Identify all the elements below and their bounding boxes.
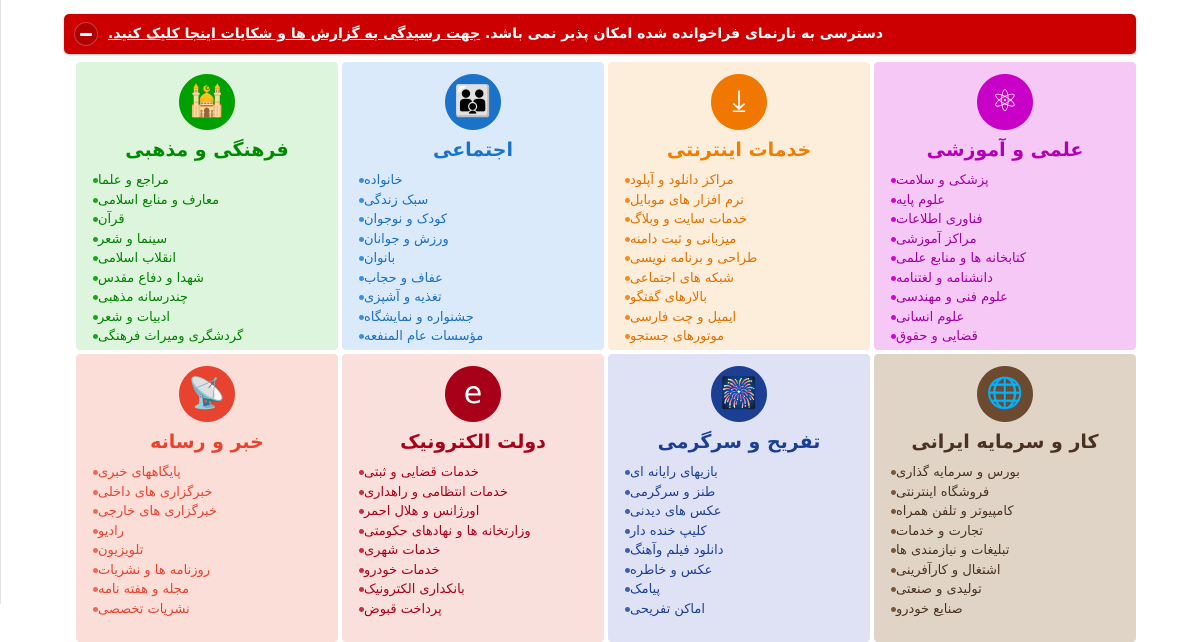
subcategory-label: دانشنامه و لغتنامه [896, 270, 993, 286]
subcategory-item[interactable] [352, 327, 594, 347]
subcategory-label: گردشگری ومیراث فرهنگی [98, 329, 244, 344]
bullet-icon [359, 568, 364, 573]
subcategory-item[interactable] [618, 269, 860, 289]
bullet-icon [93, 198, 98, 203]
subcategory-label: عکس های دیدنی [630, 504, 722, 519]
subcategory-item[interactable] [618, 230, 860, 250]
subcategory-item[interactable] [884, 327, 1126, 347]
subcategory-item[interactable] [352, 541, 594, 561]
subcategory-item[interactable] [884, 502, 1126, 522]
subcategory-item[interactable] [352, 288, 594, 308]
subcategory-label: کلیپ خنده دار [630, 523, 707, 539]
subcategory-label: شهدا و دفاع مقدس [98, 270, 204, 286]
subcategory-label: فناوری اطلاعات [896, 212, 983, 227]
subcategory-label: خدمات شهری [364, 543, 441, 558]
bullet-icon [891, 529, 896, 534]
subcategory-label: خدمات خودرو [364, 562, 440, 578]
subcategory-item[interactable] [618, 249, 860, 269]
subcategory-label: کامپیوتر و تلفن همراه [896, 504, 1014, 519]
subcategory-item[interactable] [884, 249, 1126, 269]
subcategory-label: اماکن تفریحی [630, 601, 705, 617]
subcategory-label: کودک و نوجوان [364, 212, 448, 227]
subcategory-item[interactable] [618, 600, 860, 620]
subcategory-label: دانلود فیلم وآهنگ [630, 543, 724, 558]
subcategory-label: قضایی و حقوق [896, 329, 978, 344]
bullet-icon [891, 490, 896, 495]
category-card-work-capital [874, 354, 1136, 642]
subcategory-item[interactable] [884, 561, 1126, 581]
subcategory-item[interactable] [86, 561, 328, 581]
top-strip [0, 0, 1200, 8]
subcategory-item[interactable] [884, 171, 1126, 191]
subcategory-label: طنز و سرگرمی [630, 484, 716, 500]
alert-report-link[interactable]: جهت رسیدگی به گزارش ها و شکایات اینجا کلیک کنید. [108, 26, 481, 42]
subcategory-item[interactable] [618, 210, 860, 230]
subcategory-label: صنایع خودرو [896, 601, 963, 617]
subcategory-label: خدمات قضایی و ثبتی [364, 465, 479, 480]
subcategory-item[interactable] [618, 327, 860, 347]
subcategory-item[interactable] [86, 502, 328, 522]
bullet-icon [625, 490, 630, 495]
bullet-icon [625, 315, 630, 320]
bullet-icon [625, 198, 630, 203]
subcategory-label: پیامک [630, 582, 661, 597]
subcategory-label: نرم افزار های موبایل [630, 192, 744, 208]
subcategory-item[interactable] [86, 249, 328, 269]
access-blocked-alert[interactable] [64, 14, 1136, 54]
mosque-icon: 🕌 [179, 74, 235, 130]
bullet-icon [625, 529, 630, 534]
subcategory-item[interactable] [86, 327, 328, 347]
subcategory-item[interactable] [86, 269, 328, 289]
subcategory-item[interactable] [884, 269, 1126, 289]
subcategory-list [614, 171, 860, 347]
subcategory-list [82, 463, 328, 619]
subcategory-label: مراکز آموزشی [896, 231, 977, 247]
subcategory-item[interactable] [884, 522, 1126, 542]
subcategory-label: خدمات سایت و وبلاگ [630, 212, 748, 227]
subcategory-label: انقلاب اسلامی [98, 251, 176, 266]
subcategory-list [880, 463, 1126, 619]
bullet-icon [891, 568, 896, 573]
subcategory-label: علوم فنی و مهندسی [896, 290, 1008, 305]
subcategory-item[interactable] [352, 269, 594, 289]
subcategory-label: خانواده [364, 173, 403, 188]
subcategory-label: بالارهای گفتگو [630, 290, 707, 305]
subcategory-item[interactable] [884, 483, 1126, 503]
subcategory-item[interactable] [884, 230, 1126, 250]
subcategory-label: وزارتخانه ها و نهادهای حکومتی [364, 523, 531, 539]
subcategory-label: اشتغال و کارآفرینی [896, 562, 1001, 578]
subcategory-item[interactable] [86, 210, 328, 230]
bullet-icon [359, 237, 364, 242]
bullet-icon [93, 568, 98, 573]
subcategory-label: طراحی و برنامه نویسی [630, 251, 758, 266]
subcategory-label: تولیدی و صنعتی [896, 582, 982, 597]
category-title[interactable]: کار و سرمایه ایرانی [911, 431, 1099, 453]
category-card-e-government [342, 354, 604, 642]
subcategory-label: پرداخت قبوض [364, 601, 442, 617]
subcategory-item[interactable] [352, 230, 594, 250]
subcategory-label: قرآن [98, 212, 125, 227]
category-title[interactable]: تفریح و سرگرمی [657, 431, 821, 453]
subcategory-item[interactable] [352, 483, 594, 503]
alert-message [108, 25, 883, 43]
subcategory-item[interactable] [86, 541, 328, 561]
category-card-news-media [76, 354, 338, 642]
subcategory-label: بانوان [364, 251, 396, 266]
download-arrow-icon: ⤓ [711, 74, 767, 130]
subcategory-list [82, 171, 328, 347]
subcategory-label: خبرگزاری های خارجی [98, 504, 217, 519]
category-grid [64, 62, 1136, 642]
subcategory-item[interactable] [884, 463, 1126, 483]
subcategory-list [348, 171, 594, 347]
bullet-icon [891, 276, 896, 281]
bullet-icon [625, 568, 630, 573]
subcategory-label: ادبیات و شعر [98, 309, 171, 325]
bullet-icon [93, 276, 98, 281]
category-card-social [342, 62, 604, 350]
subcategory-item[interactable] [884, 600, 1126, 620]
subcategory-label: اورژانس و هلال احمر [364, 504, 480, 519]
subcategory-label: خدمات انتظامی و راهداری [364, 484, 508, 500]
category-title[interactable]: علمی و آموزشی [926, 139, 1084, 161]
bullet-icon [891, 237, 896, 242]
subcategory-item[interactable] [618, 483, 860, 503]
bullet-icon [891, 198, 896, 203]
bullet-icon [359, 315, 364, 320]
subcategory-item[interactable] [352, 171, 594, 191]
subcategory-item[interactable] [86, 600, 328, 620]
subcategory-list [614, 463, 860, 619]
subcategory-item[interactable] [884, 580, 1126, 600]
subcategory-label: مؤسسات عام المنفعه [364, 329, 484, 344]
subcategory-item[interactable] [618, 522, 860, 542]
bullet-icon [93, 237, 98, 242]
subcategory-item[interactable] [352, 191, 594, 211]
subcategory-label: مجله و هفته نامه [98, 582, 190, 597]
subcategory-item[interactable] [884, 288, 1126, 308]
bullet-icon [93, 529, 98, 534]
subcategory-list [348, 463, 594, 619]
subcategory-label: شبکه های اجتماعی [630, 270, 734, 286]
subcategory-item[interactable] [884, 541, 1126, 561]
satellite-dish-icon: 📡 [179, 366, 235, 422]
subcategory-item[interactable] [352, 600, 594, 620]
subcategory-label: تجارت و خدمات [896, 523, 984, 539]
subcategory-item[interactable] [352, 463, 594, 483]
bullet-icon [93, 490, 98, 495]
subcategory-item[interactable] [884, 210, 1126, 230]
bullet-icon [891, 607, 896, 612]
subcategory-label: بانکداری الکترونیک [364, 582, 465, 597]
subcategory-label: جشنواره و نمایشگاه [364, 309, 474, 325]
subcategory-item[interactable] [618, 580, 860, 600]
subcategory-label: تلویزیون [98, 543, 144, 558]
e-letter-icon: e [445, 366, 501, 422]
subcategory-label: بازیهای رایانه ای [630, 465, 718, 480]
bullet-icon [625, 607, 630, 612]
alert-message-part1: دسترسی به نارنمای فراخوانده شده امکان پذیر نمی باشد. [480, 26, 884, 42]
subcategory-item[interactable] [86, 483, 328, 503]
subcategory-item[interactable] [86, 522, 328, 542]
subcategory-label: موتورهای جستجو [630, 329, 725, 344]
category-card-internet-services [608, 62, 870, 350]
subcategory-label: علوم پایه [896, 192, 946, 208]
subcategory-item[interactable] [884, 191, 1126, 211]
subcategory-label: فروشگاه اینترنتی [896, 484, 990, 500]
subcategory-label: علوم انسانی [896, 309, 965, 325]
subcategory-item[interactable] [618, 541, 860, 561]
fireworks-icon: 🎆 [711, 366, 767, 422]
bullet-icon [93, 315, 98, 320]
subcategory-label: سینما و شعر [98, 231, 168, 247]
subcategory-item[interactable] [618, 191, 860, 211]
category-title[interactable]: اجتماعی [432, 139, 514, 161]
subcategory-label: مراجع و علما [98, 173, 169, 188]
subcategory-item[interactable] [618, 288, 860, 308]
subcategory-label: کتابخانه ها و منابع علمی [896, 251, 1027, 266]
subcategory-label: بورس و سرمایه گذاری [896, 465, 1020, 480]
subcategory-label: نشریات تخصصی [98, 601, 190, 617]
subcategory-item[interactable] [618, 308, 860, 328]
subcategory-item[interactable] [352, 210, 594, 230]
bullet-icon [359, 276, 364, 281]
subcategory-label: پزشکی و سلامت [896, 173, 989, 188]
subcategory-item[interactable] [618, 463, 860, 483]
subcategory-item[interactable] [86, 288, 328, 308]
category-title[interactable]: دولت الکترونیک [400, 431, 546, 453]
subcategory-label: عکس و خاطره [630, 562, 713, 578]
subcategory-list [880, 171, 1126, 347]
subcategory-label: چندرسانه مذهبی [98, 290, 189, 305]
subcategory-label: عفاف و حجاب [364, 270, 443, 286]
subcategory-label: ورزش و جوانان [364, 231, 449, 247]
left-gutter [0, 0, 53, 604]
globe-hands-icon: 🌐 [977, 366, 1033, 422]
subcategory-label: معارف و منابع اسلامی [98, 192, 220, 208]
subcategory-item[interactable] [86, 171, 328, 191]
subcategory-item[interactable] [618, 171, 860, 191]
subcategory-item[interactable] [86, 230, 328, 250]
subcategory-label: تبلیغات و نیازمندی ها [896, 543, 1010, 558]
subcategory-item[interactable] [352, 502, 594, 522]
subcategory-item[interactable] [86, 463, 328, 483]
subcategory-item[interactable] [352, 561, 594, 581]
category-title[interactable]: خدمات اینترنتی [666, 139, 812, 161]
subcategory-item[interactable] [618, 561, 860, 581]
subcategory-label: سبک زندگی [364, 192, 429, 208]
subcategory-item[interactable] [86, 580, 328, 600]
subcategory-item[interactable] [352, 522, 594, 542]
atom-icon: ⚛ [977, 74, 1033, 130]
subcategory-item[interactable] [884, 308, 1126, 328]
subcategory-label: ایمیل و چت فارسی [630, 309, 737, 325]
subcategory-item[interactable] [86, 308, 328, 328]
category-title[interactable]: فرهنگی و مذهبی [125, 139, 289, 161]
right-gutter [1142, 0, 1200, 604]
subcategory-label: میزبانی و ثبت دامنه [630, 231, 737, 247]
subcategory-label: خبرگزاری های داخلی [98, 484, 213, 500]
category-card-science-education [874, 62, 1136, 350]
bullet-icon [359, 607, 364, 612]
subcategory-item[interactable] [86, 191, 328, 211]
subcategory-label: رادیو [98, 523, 125, 539]
category-card-entertainment [608, 354, 870, 642]
bullet-icon [359, 529, 364, 534]
subcategory-label: پایگاههای خبری [98, 465, 181, 480]
subcategory-label: تغذیه و آشپزی [364, 290, 442, 305]
bullet-icon [891, 315, 896, 320]
subcategory-label: مراکز دانلود و آپلود [630, 173, 734, 188]
bullet-icon [359, 198, 364, 203]
minus-circle-icon [74, 22, 98, 46]
subcategory-item[interactable] [352, 580, 594, 600]
bullet-icon [625, 276, 630, 281]
category-title[interactable]: خبر و رسانه [150, 431, 264, 453]
subcategory-item[interactable] [352, 308, 594, 328]
bullet-icon [93, 607, 98, 612]
subcategory-item[interactable] [618, 502, 860, 522]
subcategory-label: روزنامه ها و نشریات [98, 562, 211, 578]
category-card-culture-religion [76, 62, 338, 350]
subcategory-item[interactable] [352, 249, 594, 269]
bullet-icon [625, 237, 630, 242]
people-icon: 👪 [445, 74, 501, 130]
bullet-icon [359, 490, 364, 495]
